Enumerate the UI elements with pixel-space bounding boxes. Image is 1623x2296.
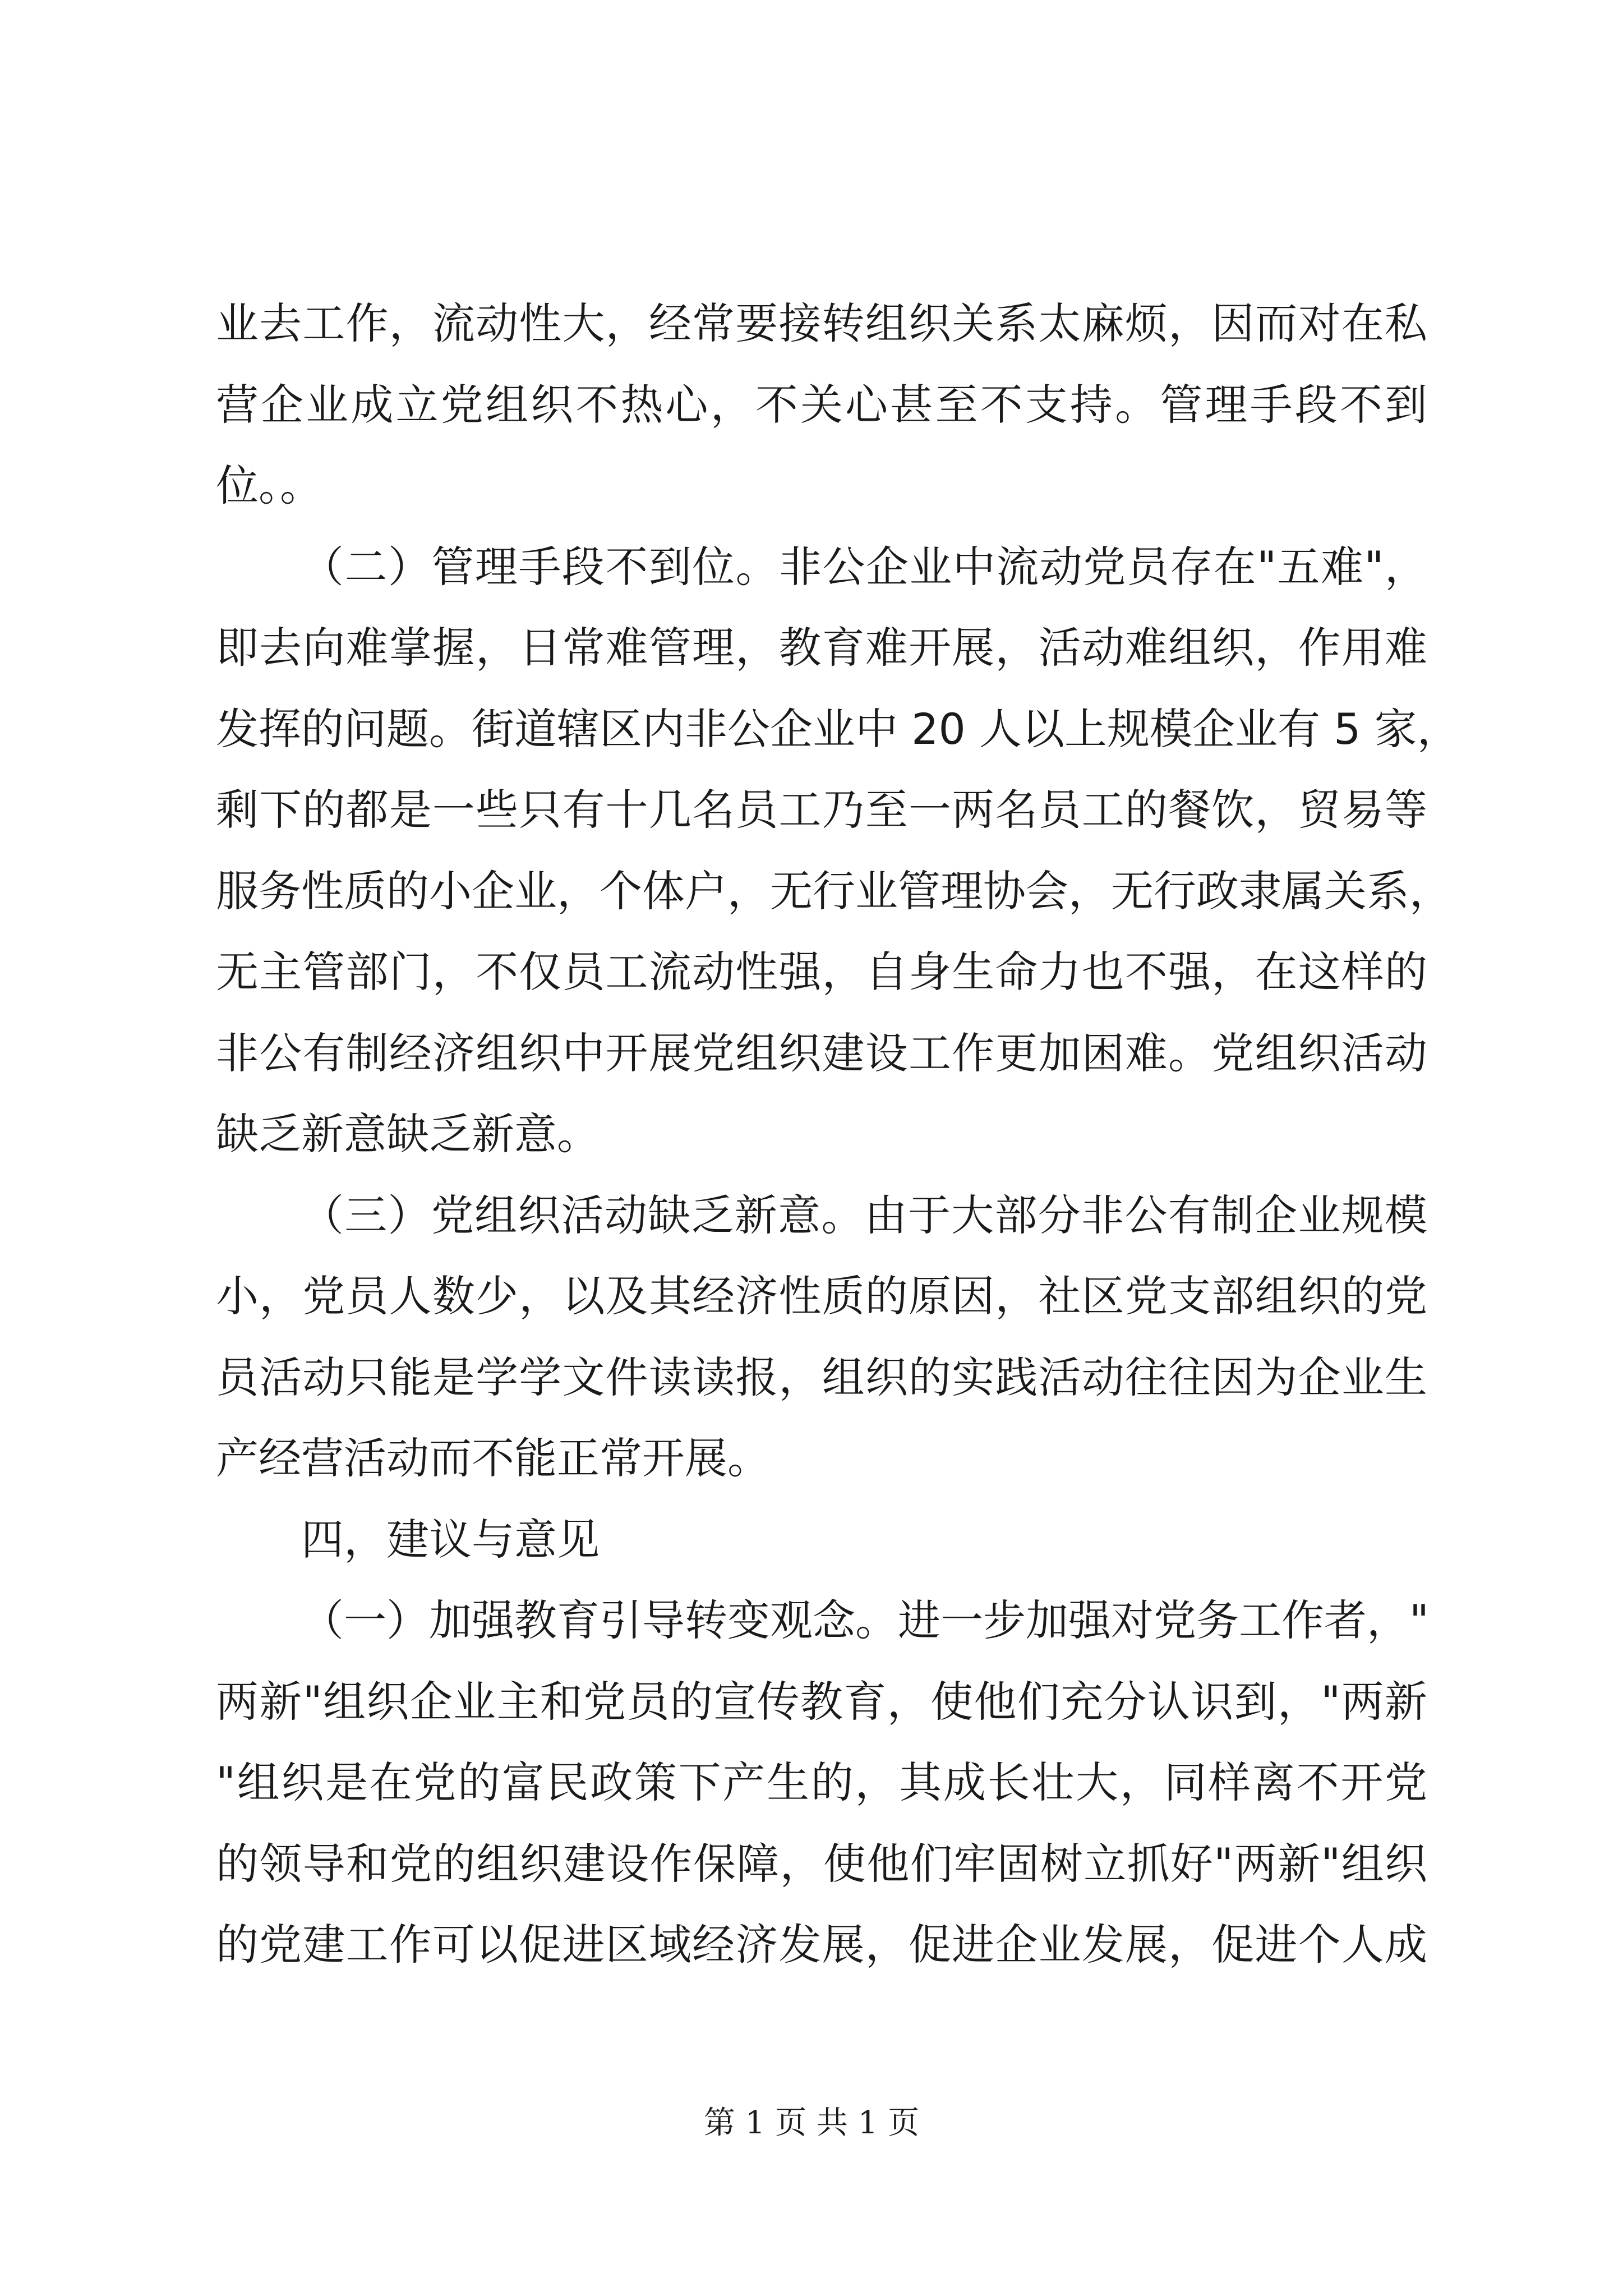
text-line: 剩下的都是一些只有十几名员工乃至一两名员工的餐饮，贸易等 — [216, 785, 1427, 835]
text-line: 即去向难掌握，日常难管理，教育难开展，活动难组织，作用难 — [216, 623, 1427, 673]
text-line: 服务性质的小企业，个体户，无行业管理协会，无行政隶属关系， — [216, 866, 1452, 916]
text-line: "组织是在党的富民政策下产生的，其成长壮大，同样离不开党 — [216, 1757, 1427, 1807]
text-line: 产经营活动而不能正常开展。 — [216, 1433, 770, 1483]
document-body — [216, 283, 1460, 1986]
text-line: 发挥的问题。街道辖区内非公企业中 20 人以上规模企业有 5 家， — [216, 703, 1460, 754]
section-heading: 四，建议与意见 — [301, 1514, 600, 1565]
text-line: 缺乏新意缺乏新意。 — [216, 1109, 600, 1159]
text-line: （三）党组织活动缺乏新意。由于大部分非公有制企业规模 — [301, 1190, 1427, 1240]
text-line: 营企业成立党组织不热心，不关心甚至不支持。管理手段不到 — [216, 379, 1427, 430]
text-line: 两新"组织企业主和党员的宣传教育，使他们充分认识到，"两新 — [216, 1676, 1427, 1727]
text-line: 的党建工作可以促进区域经济发展，促进企业发展，促进个人成 — [216, 1920, 1427, 1970]
text-line: （二）管理手段不到位。非公企业中流动党员存在"五难"， — [301, 541, 1427, 592]
text-line: 业去工作，流动性大，经常要接转组织关系太麻烦，因而对在私 — [216, 298, 1427, 348]
text-line: 员活动只能是学学文件读读报，组织的实践活动往往因为企业生 — [216, 1352, 1427, 1402]
text-line: 位。。 — [216, 461, 322, 510]
text-line: 无主管部门，不仅员工流动性强，自身生命力也不强，在这样的 — [216, 947, 1427, 997]
page-number-footer: 第 1 页 共 1 页 — [703, 2105, 920, 2141]
text-line: 的领导和党的组织建设作保障，使他们牢固树立抓好"两新"组织 — [216, 1838, 1427, 1889]
text-line: （一）加强教育引导转变观念。进一步加强对党务工作者，" — [301, 1595, 1429, 1645]
text-line: 非公有制经济组织中开展党组织建设工作更加困难。党组织活动 — [216, 1028, 1427, 1078]
text-line: 小，党员人数少，以及其经济性质的原因，社区党支部组织的党 — [216, 1271, 1427, 1321]
